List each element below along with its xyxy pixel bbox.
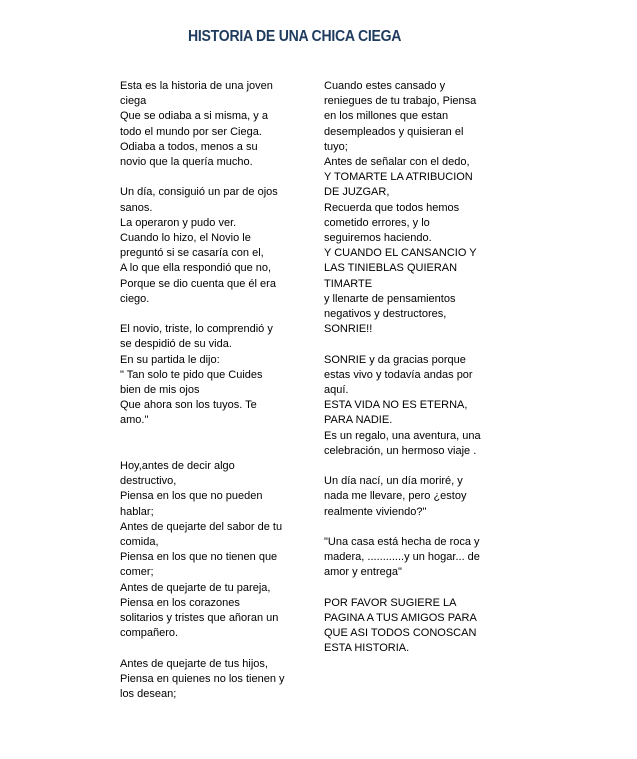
paragraph-blind-girl-intro: Esta es la historia de una joven ciega Que se odiaba a si misma, y a todo el mundo por ser Ciega. Odiaba a todos, menos a su novio que la quería mucho. [120, 80, 273, 169]
paragraph-operation: Un día, consiguió un par de ojos sanos. La operaron y pudo ver. Cuando lo hizo, el Novio le preguntó si se casaría con el, A lo que ella respondió que no, Porque se dio cuenta que él era ciego. [120, 186, 278, 305]
paragraph-work: Cuando estes cansado y reniegues de tu trabajo, Piensa en los millones que estan desempleados y quisieran el tuyo; Antes de señalar con el dedo, Y TOMARTE LA ATRIBUCION DE JUZGAR, Recuerda que todos hemos cometido errores, y lo seguiremos haciendo. Y CUANDO EL CANSANCIO Y LAS TINIEBLAS QUIERAN TIMARTE y llenarte de pensamientos negativos y destructores, SONRIE!! [324, 80, 477, 336]
right-column [324, 79, 494, 657]
left-column [120, 79, 298, 702]
paragraph-home-quote: "Una casa está hecha de roca y madera, ............y un hogar... de amor y entrega" [324, 536, 480, 579]
paragraph-farewell: El novio, triste, lo comprendió y se despidió de su vida. En su partida le dijo: " Tan solo te pido que Cuides bien de mis ojos Que ahora son los tuyos. Te amo." [120, 323, 273, 427]
paragraph-smile: SONRIE y da gracias porque estas vivo y todavía andas por aquí. ESTA VIDA NO ES ETERNA, PARA NADIE. Es un regalo, una aventura, una celebración, un hermoso viaje . [324, 353, 481, 457]
paragraph-living: Un día nací, un día moriré, y nada me llevare, pero ¿estoy realmente viviendo?" [324, 475, 467, 518]
paragraph-share-request: POR FAVOR SUGIERE LA PAGINA A TUS AMIGOS PARA QUE ASI TODOS CONOSCAN ESTA HISTORIA. [324, 596, 477, 655]
document-title: HISTORIA DE UNA CHICA CIEGA [188, 28, 402, 45]
paragraph-children: Antes de quejarte de tus hijos, Piensa en quienes no los tienen y los desean; [120, 657, 285, 701]
paragraph-before-complaining: Hoy,antes de decir algo destructivo, Piensa en los que no pueden hablar; Antes de quejarte del sabor de tu comida, Piensa en los que no tienen que comer; Antes de quejarte de tu pareja, Piensa en los corazones solitarios y tristes que añoran un compañero. [120, 460, 283, 640]
